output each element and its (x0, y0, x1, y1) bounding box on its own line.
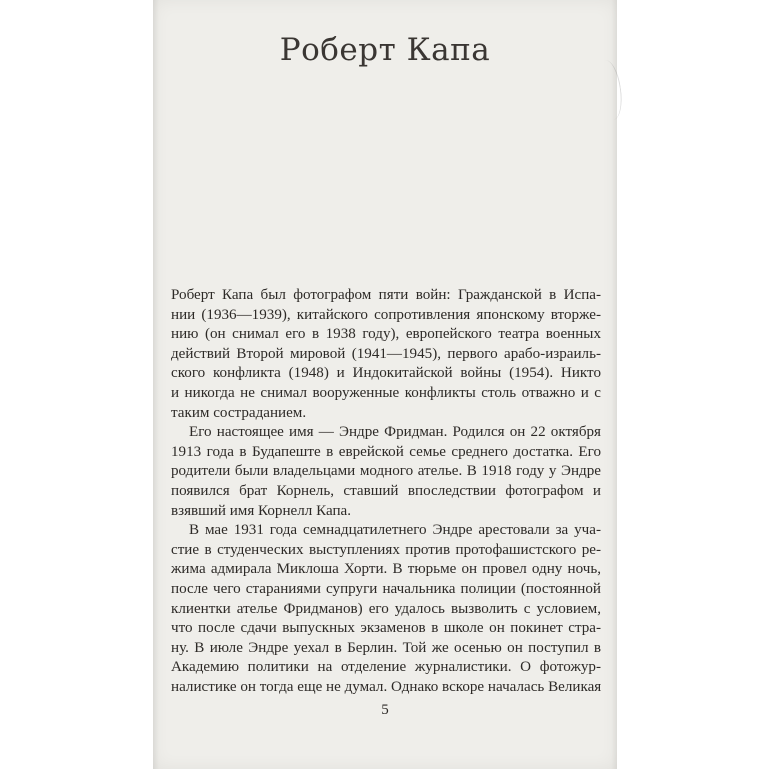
text-line: Его настоящее имя — Эндре Фридман. Родился он 22 октября (189, 424, 601, 441)
text-line: В мае 1931 года семнадцатилетнего Эндре арестовали за уча- (189, 522, 601, 539)
text-line: Академию политики на отделение журналистики. О фотожур- (171, 659, 601, 676)
text-line: таким состраданием. (171, 404, 307, 421)
paragraph-3 (171, 521, 601, 697)
page-edge-left (153, 0, 159, 769)
text-line: налистике он тогда еще не думал. Однако вскоре началась Великая (171, 678, 602, 695)
text-line: ну. В июле Эндре уехал в Берлин. Той же осенью он поступил в (171, 639, 601, 656)
text-line: ского конфликта (1948) и Индокитайской войны (1954). Никто (171, 365, 601, 382)
text-line: нии (1936—1939), китайского сопротивления японскому вторже- (171, 306, 601, 323)
text-line: действий Второй мировой (1941—1945), первого арабо-израиль- (171, 345, 601, 362)
text-line: Роберт Капа был фотографом пяти войн: Гражданской в Испа- (171, 287, 601, 303)
text-line: 1913 года в Будапеште в еврейской семье среднего достатка. Его (171, 443, 601, 460)
text-line: что после сдачи выпускных экзаменов в школе он покинет стра- (171, 620, 601, 637)
text-line: и никогда не снимал вооруженные конфликты столь отважно и с (171, 384, 601, 401)
text-line: нию (он снимал его в 1938 году), европейского театра военных (171, 326, 601, 343)
body-text (171, 286, 601, 697)
text-line: клиентки ателье Фридманов) его удалось вызволить с условием, (171, 600, 601, 617)
text-line: стие в студенческих выступлениях против протофашистского ре- (171, 541, 601, 558)
text-line: взявший имя Корнелл Капа. (171, 502, 351, 519)
pencil-mark (594, 59, 625, 122)
book-page (153, 0, 617, 769)
paragraph-1 (171, 286, 601, 423)
chapter-title: Роберт Капа (279, 32, 491, 68)
text-line: после чего стараниями супруги начальника полиции (постоянной (171, 580, 601, 597)
text-line: появился брат Корнель, ставший впоследствии фотографом и (171, 482, 601, 499)
text-line: родители были владельцами модного ателье. В 1918 году у Эндре (171, 463, 601, 480)
text-line: жима адмирала Миклоша Хорти. В тюрьме он провел одну ночь, (171, 561, 601, 578)
paragraph-2 (171, 423, 601, 521)
page-number: 5 (381, 702, 389, 718)
